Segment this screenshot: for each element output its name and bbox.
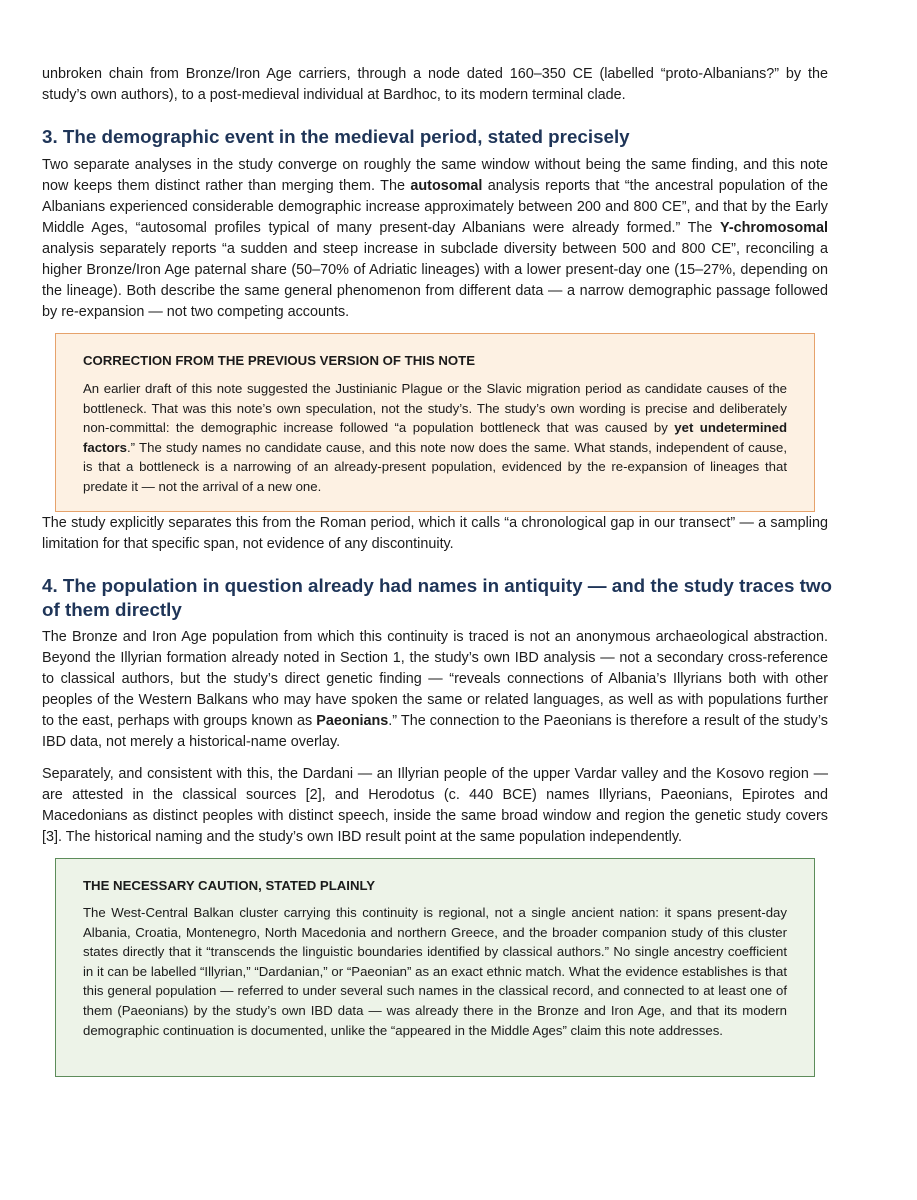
caution-callout-title: THE NECESSARY CAUTION, STATED PLAINLY [83,878,376,893]
text-run: The Bronze and Iron Age population from which this continuity is traced is not an anonymous archaeological abstraction. Beyond the Illyrian formation already noted in Section 1, the study’s own IBD analysis — not a secondary cross-reference to classical authors, but the study’s direct genetic finding — “reveals connections of Albania’s Illyrians both with other peoples of the Western Balkans who may have spoken the same or related languages, as well as with populations further to the east, perhaps with groups known as [42,629,828,729]
correction-callout-body [83,379,787,497]
bold-term-paeonians: Paeonians [316,713,389,729]
text-run: .” The study names no candidate cause, and this note now does the same. What stands, independent of cause, is that a bottleneck is a narrowing of an already-present population, evidenced by the re-expansion of lineages that predate it — not the arrival of a new one. [83,439,787,494]
bold-term-y-chromosomal: Y-chromosomal [720,220,828,236]
text-run: analysis reports that “the ancestral population of the Albanians experienced considerable demographic increase approximately between 200 and 800 CE”, and that by the Early Middle Ages, “autosomal profiles typical of many present-day Albanians were already formed.” The [42,178,828,236]
section-4-heading: 4. The population in question already had names in antiquity — and the study traces two of them directly [42,575,832,620]
text-run: analysis separately reports “a sudden and steep increase in subclade diversity between 500 and 800 CE”, reconciling a higher Bronze/Iron Age paternal share (50–70% of Adriatic lineages) with a lower present-day one (15–27%, depending on the lineage). Both describe the same general phenomenon from different data — a narrow demographic passage followed by re-expansion — not two competing accounts. [42,241,828,320]
text-run: Two separate analyses in the study converge on roughly the same window without being the same finding, and this note now keeps them distinct rather than merging them. The [42,157,828,194]
section-4-paragraph-2: Separately, and consistent with this, the Dardani — an Illyrian people of the upper Vardar valley and the Kosovo region — are attested in the classical sources [2], and Herodotus (c. 440 BCE) names Illyrians, Paeonians, Epirotes and Macedonians as distinct peoples with distinct speech, inside the same broad window and region the genetic study covers [3]. The historical naming and the study’s own IBD result point at the same population independently. [42,766,828,845]
section-2-closing-paragraph: unbroken chain from Bronze/Iron Age carriers, through a node dated 160–350 CE (labelled “proto-Albanians?” by the study’s own authors), to a post-medieval individual at Bardhoc, to its modern terminal clade. [42,66,828,103]
correction-callout-box [55,333,815,512]
section-3-paragraph-1 [42,155,828,323]
text-run: .” The connection to the Paeonians is therefore a result of the study’s IBD data, not merely a historical-name overlay. [42,713,828,750]
caution-callout-box [55,858,815,1077]
text-run: An earlier draft of this note suggested the Justinianic Plague or the Slavic migration period as candidate causes of the bottleneck. That was this note’s own speculation, not the study’s. The study’s own wording is precise and deliberately non-committal: the demographic increase followed “a population bottleneck that was caused by [83,381,787,436]
bold-term-autosomal: autosomal [410,178,483,194]
section-3-paragraph-2: The study explicitly separates this from the Roman period, which it calls “a chronological gap in our transect” — a sampling limitation for that specific span, not evidence of any discontinuity. [42,515,828,552]
section-3-heading: 3. The demographic event in the medieval period, stated precisely [42,126,630,147]
correction-callout-title: CORRECTION FROM THE PREVIOUS VERSION OF THIS NOTE [83,353,475,368]
section-4-paragraph-1 [42,627,828,753]
bold-phrase-undetermined-factors: yet undetermined factors [83,420,788,455]
caution-callout-body: The West-Central Balkan cluster carrying this continuity is regional, not a single ancient nation: it spans present-day Albania, Croatia, Montenegro, North Macedonia and northern Greece, and the broader companion study of this cluster states directly that it “transcends the linguistic boundaries identified by classical authors.” No single ancestry coefficient in it can be labelled “Illyrian,” “Dardanian,” or “Paeonian” as an exact ethnic match. What the evidence establishes is that this general population — referred to under several such names in the classical record, and connected to at least one of them (Paeonians) by the study’s own IBD data — was already there in the Bronze and Iron Age, and that its modern demographic continuation is documented, unlike the “appeared in the Middle Ages” claim this note addresses. [83,905,787,1038]
